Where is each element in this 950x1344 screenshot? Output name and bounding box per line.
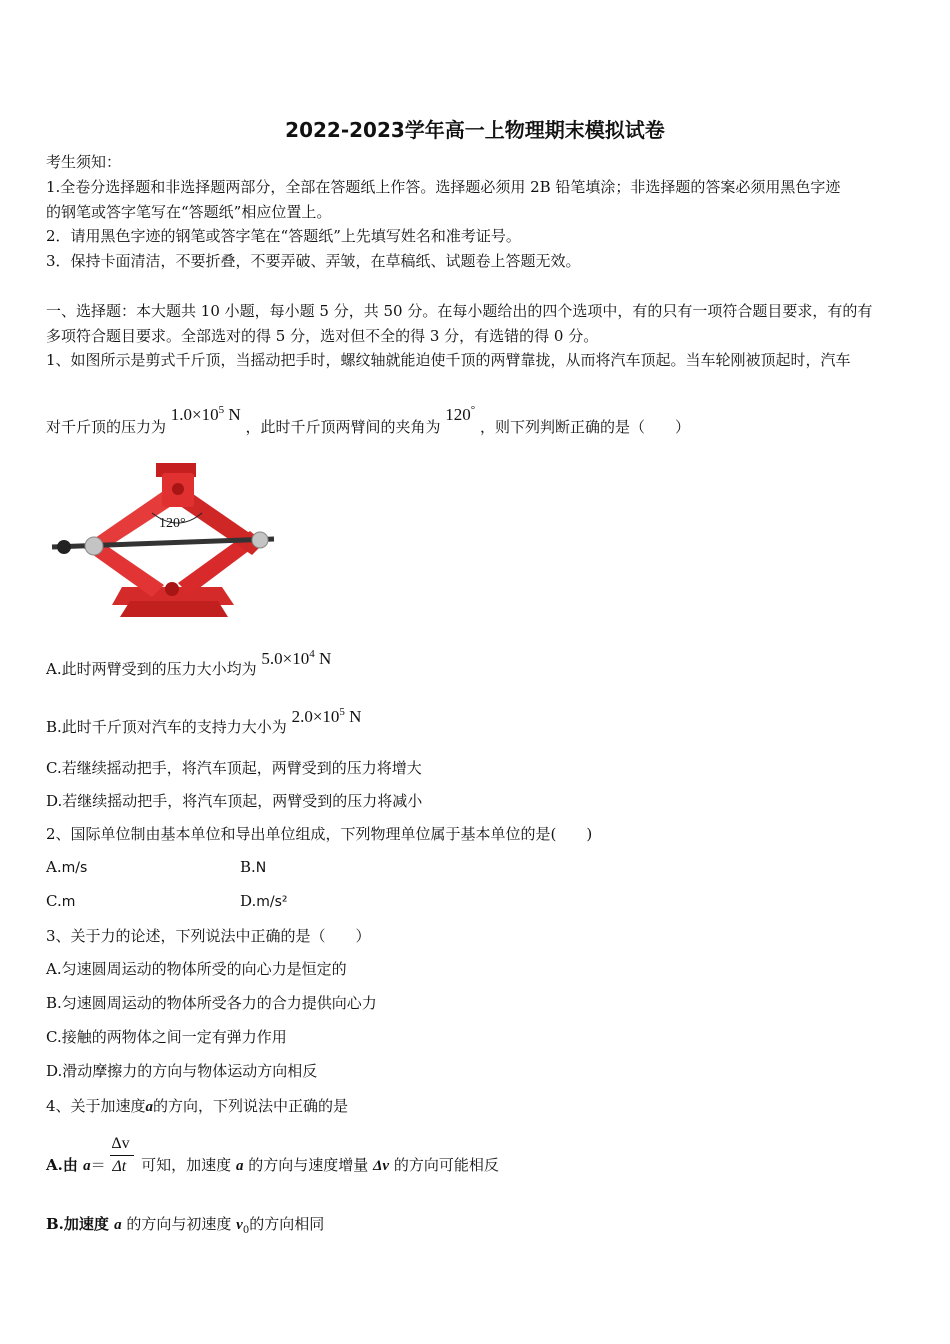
q2-option-c: C.m (46, 892, 76, 910)
q1-option-b: B.此时千斤顶对汽车的支持力大小为 $2.0\times 10^5$ N (46, 706, 362, 736)
scissor-jack-figure (42, 455, 278, 627)
q3-option-b: B.匀速圆周运动的物体所受各力的合力提供向心力 (46, 994, 377, 1012)
q4-fraction: $\frac{\Delta v}{\Delta t}$ (110, 1156, 136, 1176)
q1-force-value: $1.0\times 10^5$ N (170, 404, 241, 424)
section-1-instructions-a: 一、选择题：本大题共 10 小题，每小题 5 分，共 50 分。在每小题给出的四个选项中，有的只有一项符合题目要求，有的有 (46, 302, 873, 320)
q3-stem: 3、关于力的论述，下列说法中正确的是（ ） (46, 927, 371, 945)
q1-stem-1: 1、如图所示是剪式千斤顶，当摇动把手时，螺纹轴就能迫使千顶的两臂靠拢，从而将汽车顶起。当车轮刚被顶起时，汽车 (46, 351, 851, 369)
page-title: 2022-2023学年高一上物理期末模拟试卷 (285, 118, 665, 142)
q1-stem-2: 对千斤顶的压力为 $1.0\times 10^5$ N ，此时千斤顶两臂间的夹角为 120° ，则下列判断正确的是（ ） (46, 404, 690, 436)
q4-option-b: B.加速度 a 的方向与初速度 $v_0$的方向相同 (46, 1215, 325, 1236)
q4-option-a: A.由 a＝ $\frac{\Delta v}{\Delta t}$ 可知，加速度 a 的方向与速度增量 Δv 的方向可能相反 (46, 1135, 499, 1175)
q1-angle-value: 120° (445, 404, 476, 424)
notice-line-3: 3．保持卡面清洁，不要折叠，不要弄破、弄皱，在草稿纸、试题卷上答题无效。 (46, 252, 581, 270)
q3-option-c: C.接触的两物体之间一定有弹力作用 (46, 1028, 287, 1046)
q1-option-d: D.若继续摇动把手，将汽车顶起，两臂受到的压力将减小 (46, 792, 423, 810)
q2-option-a: A.m/s (46, 858, 88, 876)
q3-option-a: A.匀速圆周运动的物体所受的向心力是恒定的 (46, 960, 347, 978)
q2-option-d: D.m/s² (240, 892, 288, 910)
q2-stem: 2、国际单位制由基本单位和导出单位组成，下列物理单位属于基本单位的是( ) (46, 825, 593, 843)
section-1-instructions-b: 多项符合题目要求。全部选对的得 5 分，选对但不全的得 3 分，有选错的得 0 分。 (46, 327, 599, 345)
q1-option-c: C.若继续摇动把手，将汽车顶起，两臂受到的压力将增大 (46, 759, 422, 777)
figure-angle-label: 120° (159, 516, 186, 531)
q1-option-a: A.此时两臂受到的压力大小均为 $5.0\times 10^4$ N (46, 648, 332, 678)
notice-line-1b: 的钢笔或答字笔写在“答题纸”相应位置上。 (46, 203, 332, 221)
q3-option-d: D.滑动摩擦力的方向与物体运动方向相反 (46, 1062, 318, 1080)
q2-option-b: B.N (240, 858, 267, 876)
notice-line-2: 2．请用黑色字迹的钢笔或答字笔在“答题纸”上先填写姓名和准考证号。 (46, 227, 521, 245)
q4-stem: 4、关于加速度a的方向，下列说法中正确的是 (46, 1097, 349, 1115)
notice-heading: 考生须知： (46, 153, 122, 171)
notice-line-1a: 1.全卷分选择题和非选择题两部分，全部在答题纸上作答。选择题必须用 2B 铅笔填涂；非选择题的答案必须用黑色字迹 (46, 178, 841, 196)
